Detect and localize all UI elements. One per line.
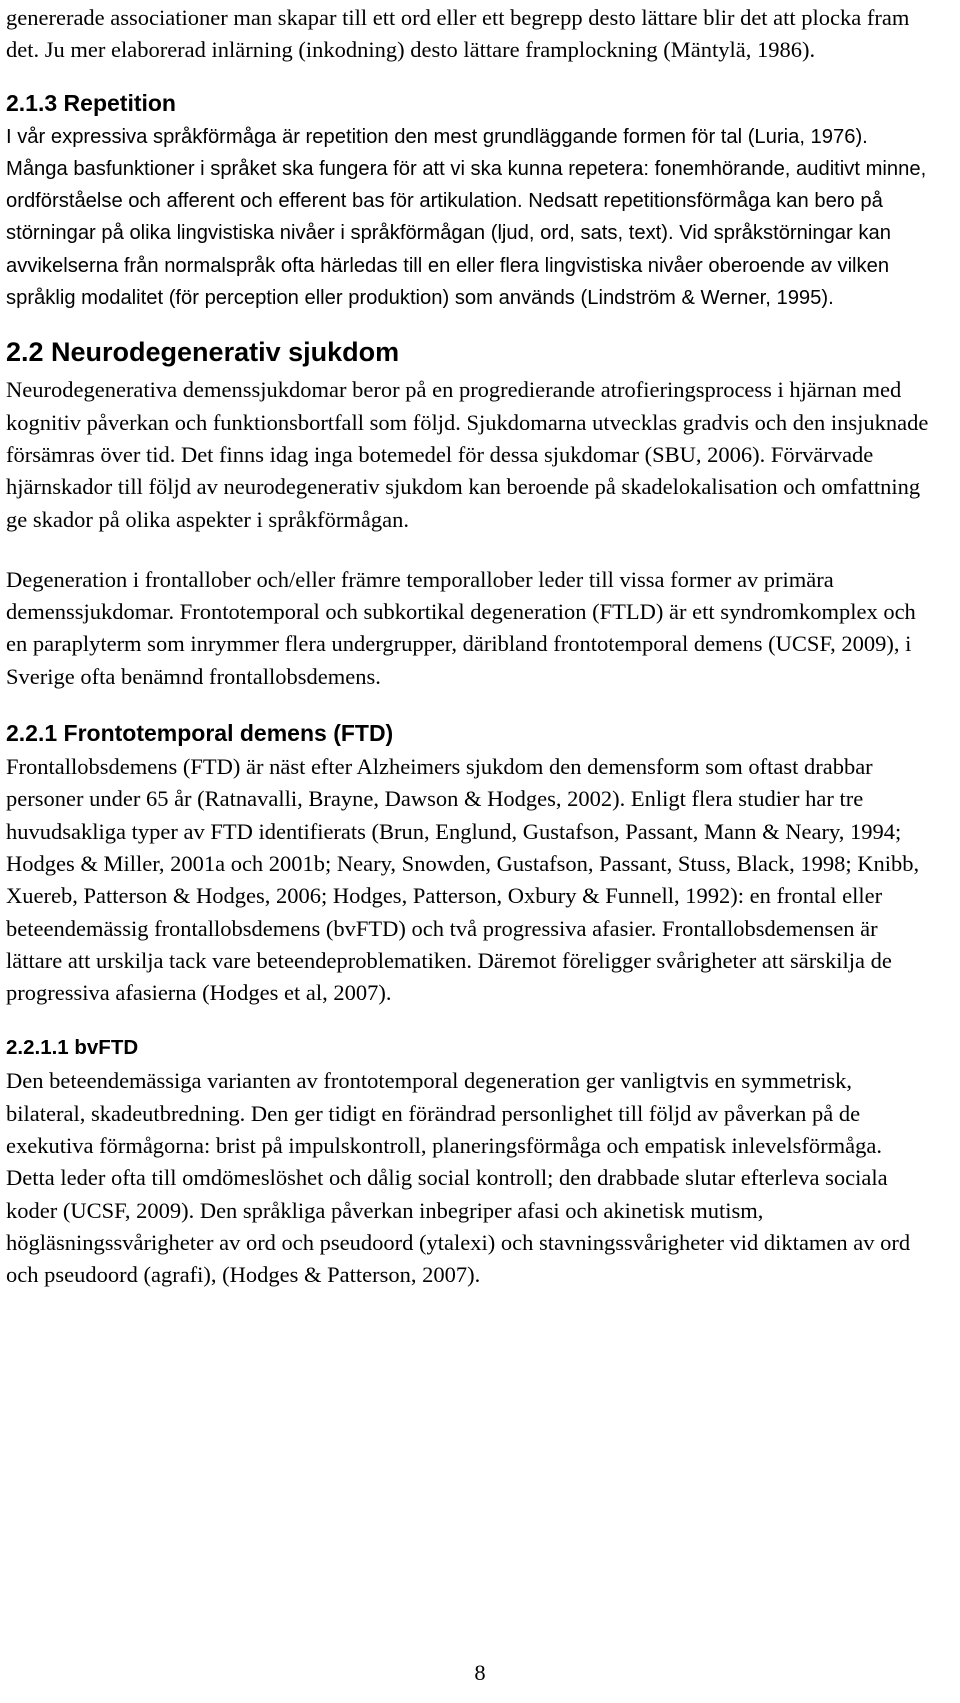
- repetition-paragraph: I vår expressiva språkförmåga är repetition den mest grundläggande formen för tal (Luria, 1976). Många basfunktioner i språket ska fungera för att vi ska kunna repetera: fonemhörande, auditivt minne, ordförståelse och afferent och efferent bas för artikulation. Nedsatt repetitionsförmåga kan bero på störningar på olika lingvistiska nivåer i språkförmågan (ljud, ord, sats, text). Vid språkstörningar kan avvikelserna från normalspråk ofta härledas till en eller flera lingvistiska nivåer oberoende av vilken språklig modalitet (för perception eller produktion) som används (Lindström & Werner, 1995).: [6, 125, 927, 310]
- page-body: [0, 2, 960, 1292]
- neurodegenerative-paragraph-2: Degeneration i frontallober och/eller främre temporallober leder till vissa former av primära demenssjukdomar. Frontotemporal och subkortikal degeneration (FTLD) är ett syndromkomplex och en paraplyterm som inrymmer flera undergrupper, däribland frontotemporal demens (UCSF, 2009), i Sverige ofta benämnd frontallobsdemens.: [6, 566, 916, 689]
- neurodegenerative-paragraph-1: Neurodegenerativa demenssjukdomar beror på en progredierande atrofieringsprocess i hjärnan med kognitiv påverkan och funktionsbortfall som följd. Sjukdomarna utvecklas gradvis och den insjuknade försämras över tid. Det finns idag inga botemedel för dessa sjukdomar (SBU, 2006). Förvärvade hjärnskador till följd av neurodegenerativ sjukdom kan beroende på skadelokalisation och omfattning ge skador på olika aspekter i språkförmågan.: [6, 377, 929, 532]
- intro-paragraph: genererade associationer man skapar till ett ord eller ett begrepp desto lättare blir det att plocka fram det. Ju mer elaborerad inlärning (inkodning) desto lättare framplockning (Mäntylä, 1986).: [6, 5, 910, 63]
- ftd-paragraph: Frontallobsdemens (FTD) är näst efter Alzheimers sjukdom den demensform som oftast drabbar personer under 65 år (Ratnavalli, Brayne, Dawson & Hodges, 2002). Enligt flera studier har tre huvudsakliga typer av FTD identifierats (Brun, Englund, Gustafson, Passant, Mann & Neary, 1994; Hodges & Miller, 2001a och 2001b; Neary, Snowden, Gustafson, Passant, Stuss, Black, 1998; Knibb, Xuereb, Patterson & Hodges, 2006; Hodges, Patterson, Oxbury & Funnell, 1992): en frontal eller beteendemässig frontallobsdemens (bvFTD) och två progressiva afasier. Frontallobsdemensen är lättare att urskilja tack vare beteendeproblematiken. Däremot föreligger svårigheter att särskilja de progressiva afasierna (Hodges et al, 2007).: [6, 754, 920, 1006]
- section-heading-2-2: 2.2 Neurodegenerativ sjukdom: [6, 337, 400, 368]
- bvftd-paragraph: Den beteendemässiga varianten av frontotemporal degeneration ger vanligtvis en symmetrisk, bilateral, skadeutbredning. Den ger tidigt en förändrad personlighet till följd av påverkan på de exekutiva förmågorna: brist på impulskontroll, planeringsförmåga och empatisk inlevelsförmåga. Detta leder ofta till omdömeslöshet och dålig social kontroll; den drabbade slutar efterleva sociala koder (UCSF, 2009). Den språkliga påverkan inbegriper afasi och akinetisk mutism, högläsningssvårigheter av ord och pseudoord (ytalexi) och stavningssvårigheter vid diktamen av ord och pseudoord (agrafi), (Hodges & Patterson, 2007).: [6, 1068, 911, 1288]
- page-number: 8: [474, 1660, 486, 1685]
- section-heading-2-2-1-1: 2.2.1.1 bvFTD: [6, 1036, 139, 1060]
- section-heading-2-1-3: 2.1.3 Repetition: [6, 89, 176, 116]
- section-heading-2-2-1: 2.2.1 Frontotemporal demens (FTD): [6, 720, 394, 747]
